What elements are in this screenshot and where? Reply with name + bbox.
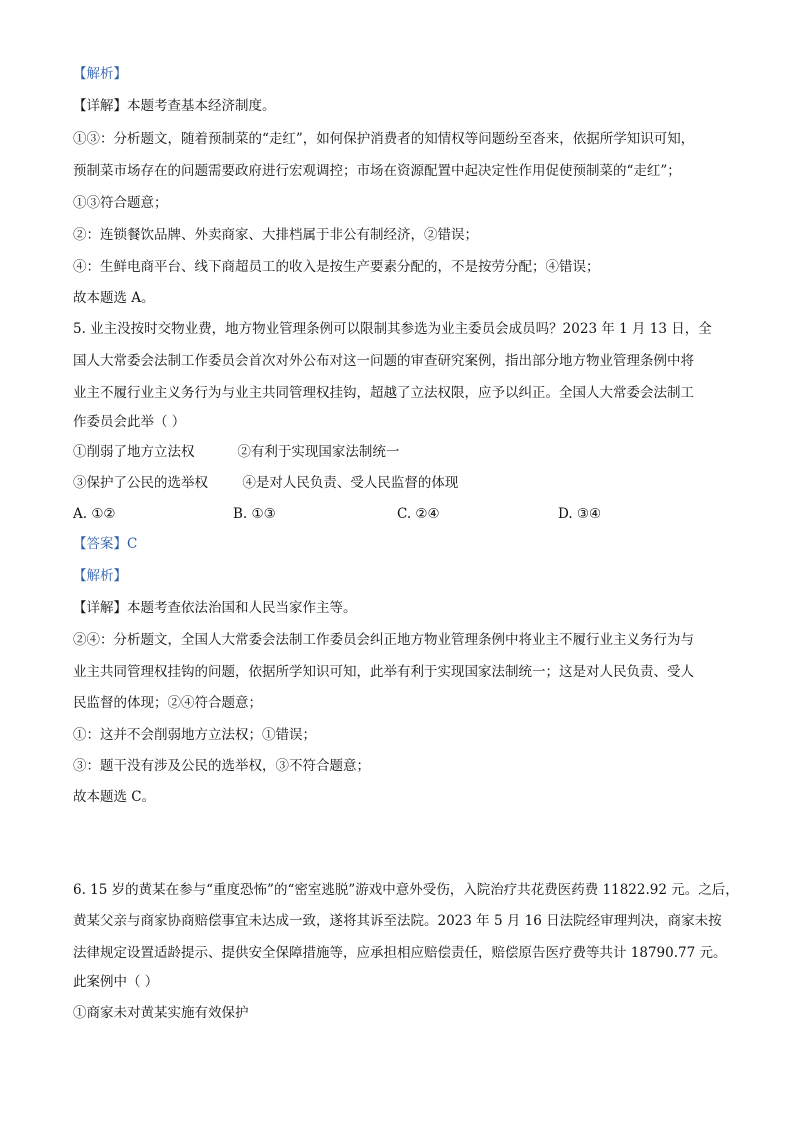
statement-row: ③保护了公民的选举权 ④是对人民负责、受人民监督的体现 bbox=[73, 475, 459, 491]
analysis-heading: 【解析】 bbox=[73, 66, 127, 82]
question-stem: 作委员会此举（ ） bbox=[73, 414, 186, 430]
option-c: C. ②④ bbox=[397, 506, 440, 522]
question-stem: 此案例中（ ） bbox=[73, 974, 159, 990]
analysis-paragraph: 业主共同管理权挂钩的问题，依据所学知识可知，此举有利于实现国家法制统一；这是对人民负责、受人 bbox=[73, 664, 694, 680]
analysis-paragraph: 民监督的体现；②④符合题意； bbox=[73, 695, 262, 711]
analysis-heading: 【解析】 bbox=[73, 568, 127, 584]
analysis-paragraph: ③：题干没有涉及公民的选举权，③不符合题意； bbox=[73, 758, 370, 774]
conclusion-line: 故本题选 A。 bbox=[73, 290, 155, 306]
option-a: A. ①② bbox=[73, 506, 116, 522]
detail-line: 【详解】本题考查基本经济制度。 bbox=[73, 98, 276, 114]
statement-row: ①商家未对黄某实施有效保护 bbox=[73, 1005, 249, 1021]
analysis-paragraph: ①③：分析题文，随着预制菜的“走红”，如何保护消费者的知情权等问题纷至沓来，依据所学知识可知， bbox=[73, 131, 695, 147]
analysis-paragraph: ④：生鲜电商平台、线下商超员工的收入是按生产要素分配的，不是按劳分配；④错误； bbox=[73, 259, 600, 275]
analysis-paragraph: ①③符合题意； bbox=[73, 195, 168, 211]
analysis-paragraph: ①：这并不会削弱地方立法权；①错误； bbox=[73, 727, 316, 743]
question-stem: 业主不履行业主义务行为与业主共同管理权挂钩，超越了立法权限，应予以纠正。全国人大常委会法制工 bbox=[73, 385, 694, 401]
answer-line bbox=[73, 535, 137, 553]
question-stem: 国人大常委会法制工作委员会首次对外公布对这一问题的审查研究案例，指出部分地方物业管理条例中将 bbox=[73, 353, 694, 369]
detail-line: 【详解】本题考查依法治国和人民当家作主等。 bbox=[73, 600, 357, 616]
conclusion-line: 故本题选 C。 bbox=[73, 789, 156, 805]
analysis-paragraph: ②：连锁餐饮品牌、外卖商家、大排档属于非公有制经济，②错误； bbox=[73, 227, 478, 243]
analysis-paragraph: 预制菜市场存在的问题需要政府进行宏观调控；市场在资源配置中起决定性作用促使预制菜的“走红”； bbox=[73, 163, 681, 179]
answer-text: 【答案】C bbox=[73, 536, 138, 552]
option-b: B. ①③ bbox=[233, 506, 276, 522]
option-d: D. ③④ bbox=[558, 506, 602, 522]
question-stem: 法律规定设置适龄提示、提供安全保障措施等，应承担相应赔偿责任，赔偿原告医疗费等共计 18790.77 元。 bbox=[73, 945, 727, 961]
statement-row: ①削弱了地方立法权 ②有利于实现国家法制统一 bbox=[73, 444, 400, 460]
question-stem: 黄某父亲与商家协商赔偿事宜未达成一致，遂将其诉至法院。2023 年 5 月 16 日法院经审理判决，商家未按 bbox=[73, 913, 722, 929]
analysis-paragraph: ②④：分析题文，全国人大常委会法制工作委员会纠正地方物业管理条例中将业主不履行业主义务行为与 bbox=[73, 632, 694, 648]
question-stem: 5. 业主没按时交物业费，地方物业管理条例可以限制其参选为业主委员会成员吗？2023 年 1 月 13 日，全 bbox=[73, 321, 712, 337]
question-stem: 6. 15 岁的黄某在参与“重度恐怖”的“密室逃脱”游戏中意外受伤，入院治疗共花费医药费 11822.92 元。之后， bbox=[73, 882, 739, 898]
